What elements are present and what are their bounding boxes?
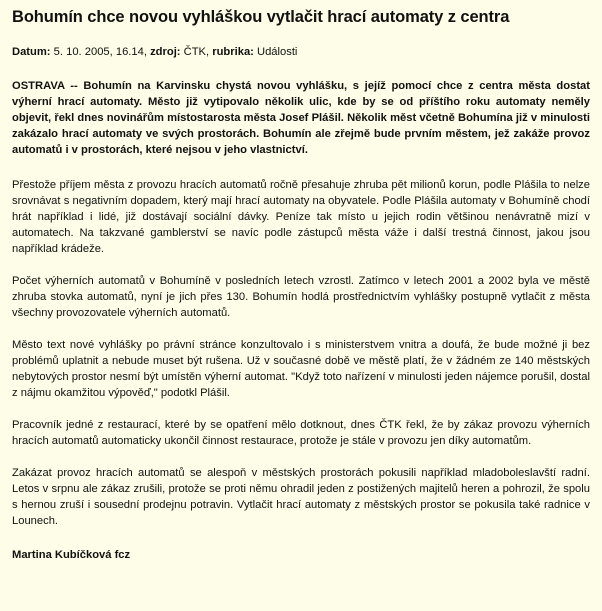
article-title: Bohumín chce novou vyhláškou vytlačit hrací automaty z centra (12, 8, 510, 26)
section-value: Události (257, 46, 298, 58)
section-label: rubrika: (212, 46, 254, 58)
date-label: Datum: (12, 46, 51, 58)
source-value: ČTK, (183, 46, 210, 58)
source-label: zdroj: (150, 46, 181, 58)
article-meta (12, 44, 590, 60)
article-paragraph: Město text nové vyhlášky po právní stránce konzultovalo i s ministerstvem vnitra a doufá, že bude možné ji bez problémů uplatnit a nebude muset být rušena. Už v současné době ve městě platí, že v žádném ze 140 městských nebytových prostor nesmí být umístěn výherní automat. "Když toto nařízení v minulosti jeden nájemce porušil, dostal z nájmu okamžitou výpověď," podotkl Plášil. (12, 339, 590, 399)
date-value: 5. 10. 2005, 16.14, (53, 46, 147, 58)
article-author: Martina Kubíčková fcz (12, 549, 131, 561)
article-lead: OSTRAVA -- Bohumín na Karvinsku chystá novou vyhlášku, s jejíž pomocí chce z centra města dostat výherní hrací automaty. Město již vytipovalo několik ulic, kde by se od příštího roku automaty neměly objevit, řekl dnes novinářům místostarosta města Josef Plášil. Několik měst včetně Bohumína již v minulosti zakázalo hrací automaty ve svých prostorách. Bohumín ale zřejmě bude prvním městem, jež zakáže provoz automatů i v prostorách, které nejsou v jeho vlastnictví. (12, 80, 590, 156)
article-paragraph: Zakázat provoz hracích automatů se alespoň v městských prostorách pokusili například mladoboleslavští radní. Letos v srpnu ale zákaz zrušili, protože se proti němu ohradil jeden z postižených majitelů heren a pohrozil, že spolu s hernou zruší i sousední prodejnu potravin. Vytlačit hrací automaty z městských prostor se pokusila také radnice v Lounech. (12, 467, 590, 527)
article-paragraph: Přestože příjem města z provozu hracích automatů ročně přesahuje zhruba pět milionů korun, podle Plášila to nelze srovnávat s negativním dopadem, který mají hrací automaty na obyvatele. Podle Plášila automaty v Bohumíně chodí hrát například i lidé, již dostávají sociální dávky. Peníze tak místo u jejich rodin většinou nenávratně mizí v automatech. Na takzvané gamblerství se navíc podle zástupců města váže i další trestná činnost, jakou jsou například krádeže. (12, 179, 590, 255)
article-paragraph: Počet výherních automatů v Bohumíně v posledních letech vzrostl. Zatímco v letech 2001 a 2002 byla ve městě zhruba stovka automatů, nyní je jich přes 130. Bohumín hodlá prostřednictvím vyhlášky postupně vytlačit z města všechny provozovatele výherních automatů. (12, 275, 590, 319)
article-paragraph: Pracovník jedné z restaurací, které by se opatření mělo dotknout, dnes ČTK řekl, že by zákaz provozu výherních hracích automatů automaticky ukončil činnost restaurace, protože je stále v provozu jen díky automatům. (12, 419, 590, 447)
